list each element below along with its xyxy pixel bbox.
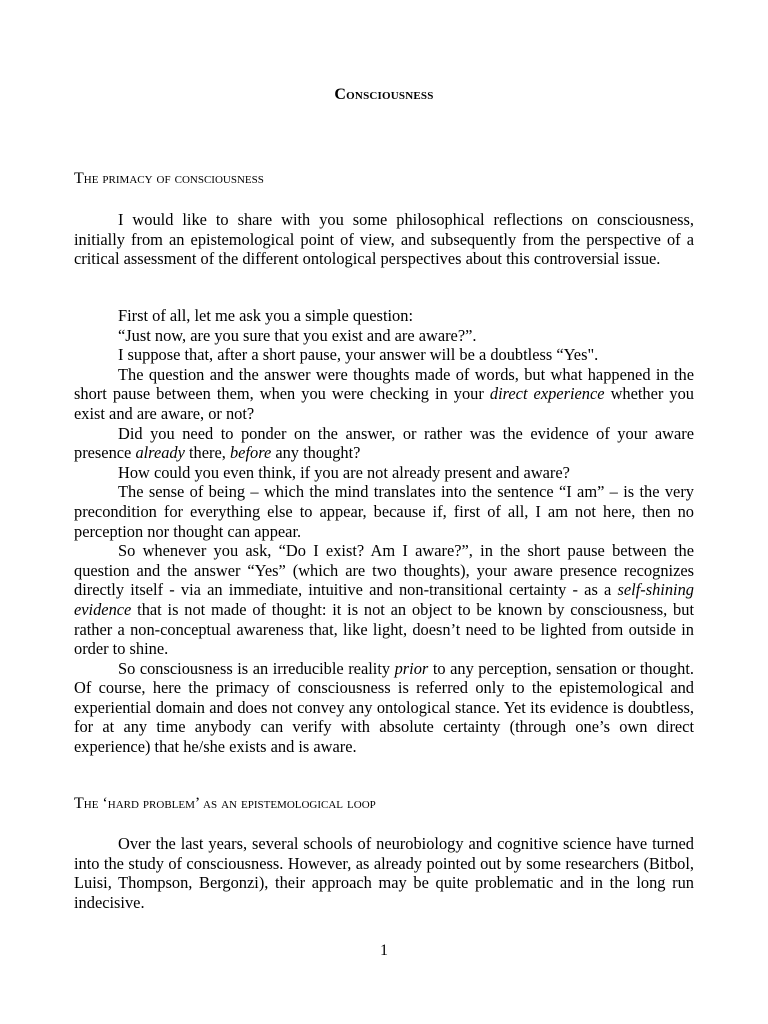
text-run: there, [184, 443, 230, 463]
section-intro-block [74, 210, 694, 269]
page-number: 1 [380, 942, 388, 959]
emphasis-text: before [229, 443, 272, 463]
page-title: Consciousness [334, 86, 434, 103]
paragraph: I suppose that, after a short pause, your answer will be a doubtless “Yes". [118, 345, 599, 365]
emphasis-text: already [135, 443, 185, 463]
text-run: that is not made of thought: it is not an object to be known by consciousness, but rather a non-conceptual awareness that, like light, doesn’t need to be lighted from outside in order to shine. [74, 599, 694, 659]
section-heading-hard-problem: The ‘hard problem’ as an epistemological loop [74, 795, 376, 812]
paragraph: The sense of being – which the mind translates into the sentence “I am” – is the very precondition for everything else to appear, because if, first of all, I am not here, then no perception nor thought can appear. [74, 482, 694, 541]
text-run: to any perception, sensation or thought. Of course, here the primacy of consciousness is referred only to the epistemological and experiential domain and does not convey any ontological stance. Yet its evidence is doubtless, for at any time anybody can verify with absolute certainty (through one’s own direct experience) that he/she exists and is aware. [74, 658, 694, 757]
emphasis-text: self-shining evidence [74, 580, 694, 619]
paragraph [74, 659, 694, 757]
section-heading-primacy: The primacy of consciousness [74, 170, 264, 187]
emphasis-text: prior [394, 658, 429, 678]
paragraph: First of all, let me ask you a simple question: [118, 306, 413, 325]
paragraph: Over the last years, several schools of neurobiology and cognitive science have turned into the study of consciousness. However, as already pointed out by some researchers (Bitbol, Luisi, Thompson, Bergonzi), their approach may be quite problematic and in the long run indecisive. [74, 834, 694, 912]
paragraph: “Just now, are you sure that you exist and are aware?”. [118, 325, 477, 345]
section-body-block [74, 306, 694, 757]
emphasis-text: direct experience [489, 384, 605, 404]
text-run: whether you exist and are aware, or not? [74, 384, 694, 423]
paragraph [74, 541, 694, 659]
text-run: The question and the answer were thoughts made of words, but what happened in the short pause between them, when you were checking in your [74, 364, 694, 404]
text-run: So whenever you ask, “Do I exist? Am I aware?”, in the short pause between the question and the answer “Yes” (which are two thoughts), your aware presence recognizes directly itself - via an immediate, intuitive and non-transitional certainty - as a [74, 541, 694, 600]
text-run: Did you need to ponder on the answer, or rather was the evidence of your aware presence [74, 423, 694, 463]
paragraph [74, 424, 694, 463]
section-body-block [74, 834, 694, 912]
paragraph: How could you even think, if you are not already present and aware? [118, 462, 570, 482]
text-run: any thought? [271, 443, 361, 463]
paragraph: I would like to share with you some philosophical reflections on consciousness, initially from an epistemological point of view, and subsequently from the perspective of a critical assessment of the different ontological perspectives about this controversial issue. [74, 210, 694, 269]
paragraph [74, 365, 694, 424]
text-run: So consciousness is an irreducible reality [118, 658, 395, 678]
